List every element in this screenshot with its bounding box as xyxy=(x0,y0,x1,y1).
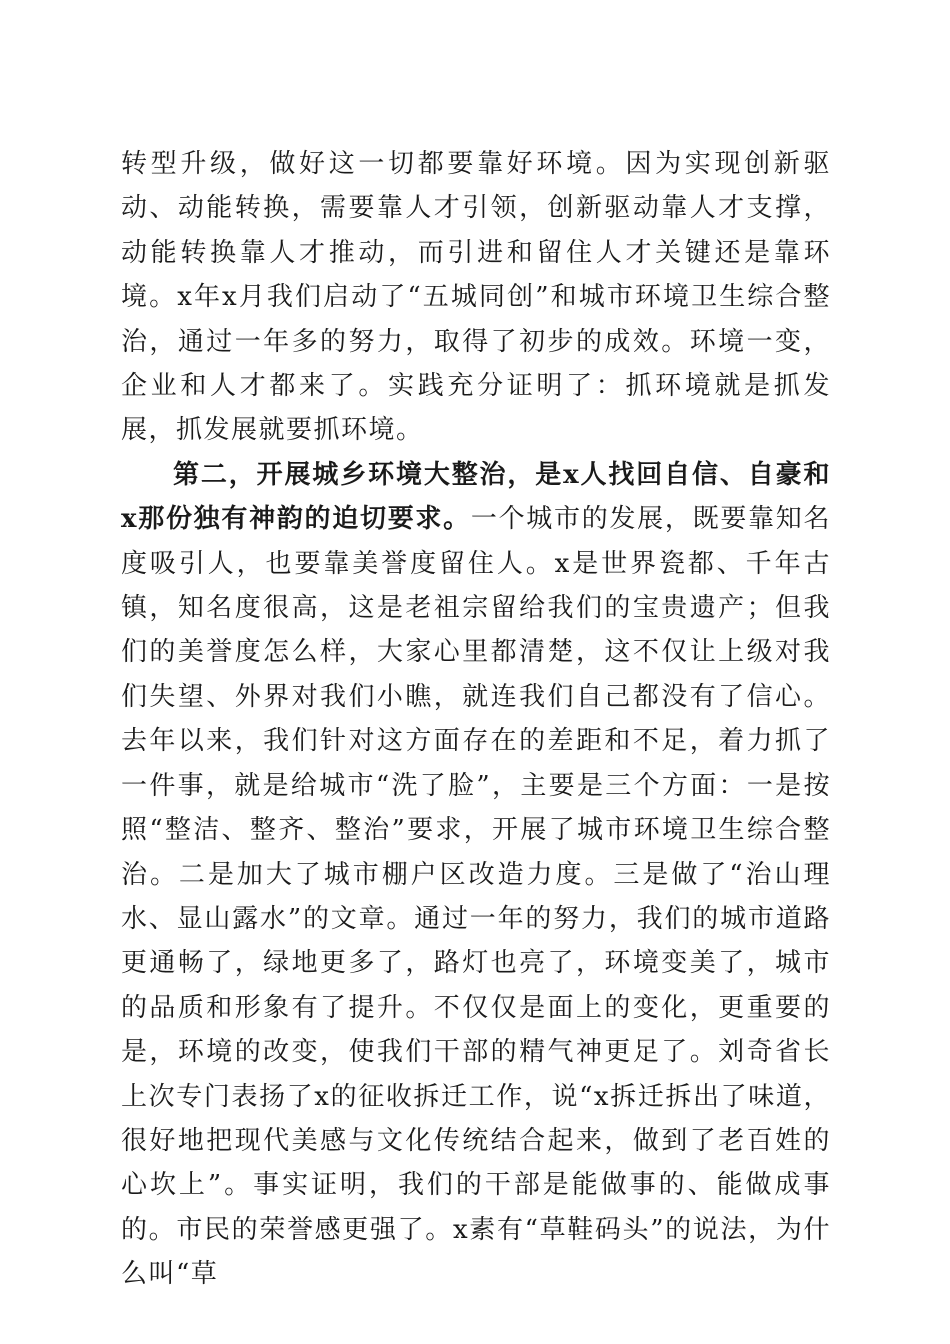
paragraph-1-text: 转型升级，做好这一切都要靠好环境。因为实现创新驱动、动能转换，需要靠人才引领，创新驱动靠人才支撑，动能转换靠人才推动，而引进和留住人才关键还是靠环境。x年x月我们启动了“五城同创”和城市环境卫生综合整治，通过一年多的努力，取得了初步的成效。环境一变，企业和人才都来了。实践充分证明了：抓环境就是抓发展，抓发展就要抓环境。 xyxy=(121,149,831,446)
document-body xyxy=(121,142,831,1297)
paragraph-2 xyxy=(121,453,831,1297)
paragraph-2-heading: 第二，开展城乡环境大整治，是x人找回自信、自豪和x那份独有神韵的迫切要求。 xyxy=(121,459,831,535)
paragraph-1 xyxy=(121,142,831,453)
paragraph-2-text: 一个城市的发展，既要靠知名度吸引人，也要靠美誉度留住人。x是世界瓷都、千年古镇，知名度很高，这是老祖宗留给我们的宝贵遗产；但我们的美誉度怎么样，大家心里都清楚，这不仅让上级对我们失望、外界对我们小瞧，就连我们自己都没有了信心。去年以来，我们针对这方面存在的差距和不足，着力抓了一件事，就是给城市“洗了脸”，主要是三个方面：一是按照“整洁、整齐、整治”要求，开展了城市环境卫生综合整治。二是加大了城市棚户区改造力度。三是做了“治山理水、显山露水”的文章。通过一年的努力，我们的城市道路更通畅了，绿地更多了，路灯也亮了，环境变美了，城市的品质和形象有了提升。不仅仅是面上的变化，更重要的是，环境的改变，使我们干部的精气神更足了。刘奇省长上次专门表扬了x的征收拆迁工作，说“x拆迁拆出了味道，很好地把现代美感与文化传统结合起来，做到了老百姓的心坎上”。事实证明，我们的干部是能做事的、能做成事的。市民的荣誉感更强了。x素有“草鞋码头”的说法，为什么叫“草 xyxy=(121,504,831,1290)
